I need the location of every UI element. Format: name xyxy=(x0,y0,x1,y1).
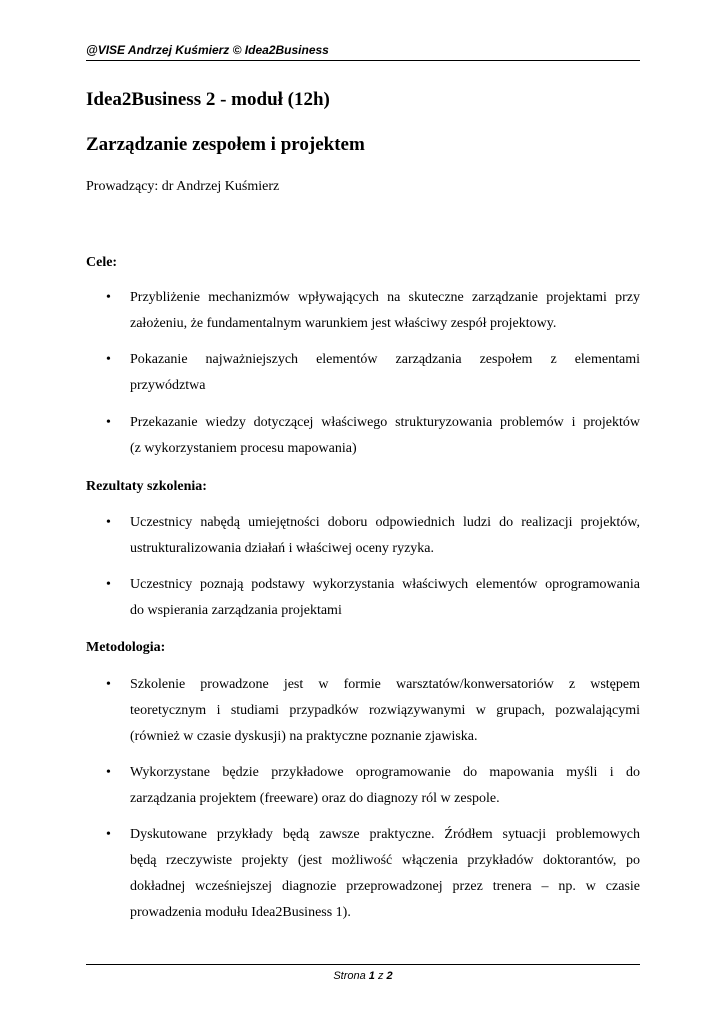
list-item-line: Dyskutowane przykłady będą zawsze praktyczne. Źródłem sytuacji problemowych xyxy=(130,827,640,842)
section-heading-results: Rezultaty szkolenia: xyxy=(86,479,207,494)
bullet-icon: • xyxy=(106,827,111,842)
footer-separator: z xyxy=(377,970,384,982)
list-item-line: Uczestnicy poznają podstawy wykorzystania właściwych elementów oprogramowania xyxy=(130,577,640,592)
list-item-line: teoretycznym i studiami przypadków rozwiązywanymi w grupach, pozwalającymi xyxy=(130,703,640,718)
list-item-line: Przekazanie wiedzy dotyczącej właściwego strukturyzowania problemów i projektów xyxy=(130,415,640,430)
list-item-line: Przybliżenie mechanizmów wpływających na skuteczne zarządzanie projektami przy xyxy=(130,290,640,305)
section-heading-goals: Cele: xyxy=(86,255,118,270)
footer-prefix: Strona xyxy=(333,970,366,982)
presenter-line: Prowadzący: dr Andrzej Kuśmierz xyxy=(86,179,280,194)
bullet-icon: • xyxy=(106,515,111,530)
bullet-icon: • xyxy=(106,765,111,780)
list-item-line: przywództwa xyxy=(130,378,206,393)
list-item-line: Uczestnicy nabędą umiejętności doboru odpowiednich ludzi do realizacji projektów, xyxy=(130,515,640,530)
section-heading-methodology: Metodologia: xyxy=(86,640,166,655)
page-header: @VISE Andrzej Kuśmierz © Idea2Business xyxy=(86,43,329,57)
bullet-icon: • xyxy=(106,577,111,592)
list-item-line: do wspierania zarządzania projektami xyxy=(130,603,342,618)
bullet-icon: • xyxy=(106,290,111,305)
list-item-line: (również w czasie dyskusji) na praktyczne poznanie zjawiska. xyxy=(130,729,478,744)
page-footer xyxy=(86,968,640,984)
document-title: Idea2Business 2 - moduł (12h) xyxy=(86,89,330,110)
list-item-line: (z wykorzystaniem procesu mapowania) xyxy=(130,441,357,456)
list-item-line: Wykorzystane będzie przykładowe oprogramowanie do mapowania myśli i do xyxy=(130,765,640,780)
list-item-line: zarządzania projektem (freeware) oraz do diagnozy ról w zespole. xyxy=(130,791,500,806)
document-subtitle: Zarządzanie zespołem i projektem xyxy=(86,134,365,155)
total-page-number: 2 xyxy=(386,970,393,982)
list-item-line: założeniu, że fundamentalnym warunkiem jest właściwy zespół projektowy. xyxy=(130,316,557,331)
list-item-line: Szkolenie prowadzone jest w formie warsztatów/konwersatoriów z wstępem xyxy=(130,677,640,692)
list-item-line: prowadzenia modułu Idea2Business 1). xyxy=(130,905,351,920)
list-item-line: dokładnej wcześniejszej diagnozie przeprowadzonej przez trenera – np. w czasie xyxy=(130,879,640,894)
list-item-line: Pokazanie najważniejszych elementów zarządzania zespołem z elementami xyxy=(130,352,640,367)
footer-divider xyxy=(86,964,640,965)
bullet-icon: • xyxy=(106,352,111,367)
header-divider xyxy=(86,60,640,61)
list-item-line: będą rzeczywiste projekty (jest możliwość włączenia przykładów doktorantów, po xyxy=(130,853,640,868)
bullet-icon: • xyxy=(106,415,111,430)
list-item-line: ustrukturalizowania działań i właściwej oceny ryzyka. xyxy=(130,541,434,556)
bullet-icon: • xyxy=(106,677,111,692)
current-page-number: 1 xyxy=(368,970,375,982)
